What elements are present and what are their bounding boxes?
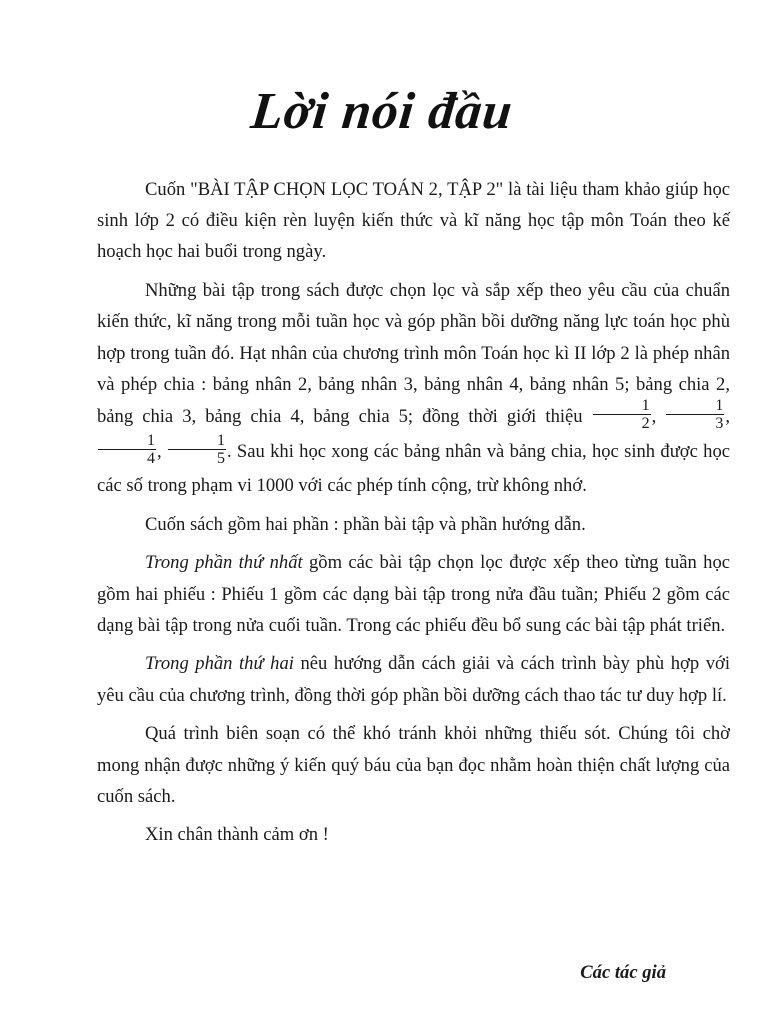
paragraph-acknowledgement: Quá trình biên soạn có thể khó tránh khỏi những thiếu sót. Chúng tôi chờ mong nhận được những ý kiến quý báu của bạn đọc nhằm hoàn thiện chất lượng của cuốn sách. — [97, 723, 730, 807]
fraction-quarter — [98, 432, 156, 467]
paragraph-intro: Cuốn "BÀI TẬP CHỌN LỌC TOÁN 2, TẬP 2" là tài liệu tham khảo giúp học sinh lớp 2 có điều kiện rèn luyện kiến thức và kĩ năng học tập môn Toán theo kế hoạch học hai buổi trong ngày. — [97, 179, 730, 263]
part-two-text: nêu hướng dẫn cách giải và cách trình bày phù hợp với yêu cầu của chương trình, đồng thời góp phần bồi dưỡng cách thao tác tư duy hợp lí. — [97, 653, 730, 706]
preface-body — [97, 174, 730, 858]
paragraph-content-continued: Sau khi học xong các bảng nhân và bảng chia, học sinh được học các số trong phạm vi 1000 với các phép tính cộng, trừ không nhớ. — [97, 440, 731, 496]
fraction-numerator: 1 — [666, 397, 724, 415]
fraction-denominator: 3 — [715, 414, 724, 432]
fraction-numerator: 1 — [98, 432, 156, 450]
page-title: Lời nói đầu — [248, 83, 516, 140]
paragraph-part-one — [97, 547, 730, 641]
fraction-denominator: 2 — [641, 414, 650, 432]
paragraph-content: Những bài tập trong sách được chọn lọc và sắp xếp theo yêu cầu của chuẩn kiến thức, kĩ năng trong mỗi tuần học và góp phần bồi dưỡng năng lực toán học phù hợp trong tuần đó. Hạt nhân của chương trình môn Toán học kì II lớp 2 là phép nhân và phép chia : bảng nhân 2, bảng nhân 3, bảng nhân 4, bảng nhân 5; bảng chia 2, bảng chia 3, bảng chia 4, bảng chia 5; đồng thời giới thiệu $\frac{1}{2}$ , $\frac{1}{3}$ , $\frac{1}{4}$ , $\frac{1}{5}$ . Sau khi học xong các bảng nhân và bảng chia, học sinh được học các số trong phạm vi 1000 với các phép tính cộng, trừ không nhớ. — [97, 280, 731, 496]
fraction-fifth — [168, 432, 226, 467]
paragraph-structure: Cuốn sách gồm hai phần : phần bài tập và phần hướng dẫn. — [145, 513, 586, 535]
fraction-denominator: 4 — [147, 449, 155, 467]
fraction-half — [593, 397, 651, 432]
paragraph-part-two — [97, 648, 730, 710]
fraction-numerator: 1 — [168, 432, 226, 450]
paragraph-thanks: Xin chân thành cảm ơn ! — [145, 824, 329, 846]
author-signature: Các tác giả — [580, 962, 666, 983]
fraction-numerator: 1 — [593, 397, 651, 415]
paragraph-content-text: Những bài tập trong sách được chọn lọc và sắp xếp theo yêu cầu của chuẩn kiến thức, kĩ năng trong mỗi tuần học và góp phần bồi dưỡng năng lực toán học phù hợp trong tuần đó. Hạt nhân của chương trình môn Toán học kì II lớp 2 là phép nhân và phép chia : bảng nhân 2, bảng nhân 3, bảng nhân 4, bảng nhân 5; bảng chia 2, bảng chia 3, bảng chia 4, bảng chia 5; đồng thời giới thiệu — [97, 280, 730, 427]
fraction-denominator: 5 — [216, 449, 225, 467]
part-one-heading: Trong phần thứ nhất — [145, 552, 303, 574]
part-two-heading: Trong phần thứ hai — [145, 653, 294, 675]
fraction-third — [666, 397, 724, 432]
part-one-text: gồm các bài tập chọn lọc được xếp theo từng tuần học gồm hai phiếu : Phiếu 1 gồm các dạng bài tập trong nửa đầu tuần; Phiếu 2 gồm các dạng bài tập trong nửa cuối tuần. Trong các phiếu đều bổ sung các bài tập phát triển. — [97, 552, 730, 636]
